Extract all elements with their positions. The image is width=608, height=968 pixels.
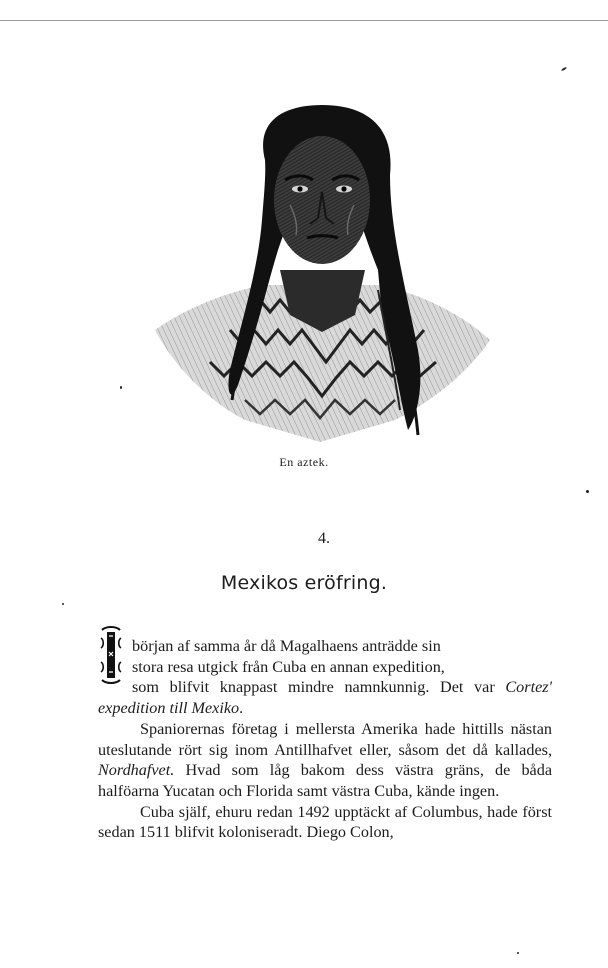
- ornamental-initial-icon: [98, 626, 124, 684]
- print-speck: [561, 67, 567, 72]
- italic-text: expedition till Mexiko: [98, 699, 240, 718]
- italic-text: Cortez': [505, 678, 553, 697]
- chapter-title: Mexikos eröfring.: [220, 572, 388, 594]
- text-run: Cuba själf, ehuru redan 1492 upptäckt af Columbus, hade först sedan 1511 blifvit koloniseradt. Diego Colon,: [98, 802, 552, 842]
- print-speck: [517, 952, 519, 954]
- portrait-illustration: [150, 100, 495, 445]
- body-text: [98, 636, 552, 843]
- punctuation: .: [239, 699, 244, 718]
- paragraph-3: [98, 802, 552, 843]
- drop-cap: [98, 626, 124, 684]
- print-speck: [120, 386, 122, 389]
- paragraph-1: [98, 636, 552, 719]
- line: stora resa utgick från Cuba en annan expedition,: [132, 657, 445, 676]
- chapter-number: 4.: [318, 530, 330, 547]
- top-rule: [0, 20, 608, 21]
- italic-text: Nordhafvet.: [98, 761, 175, 780]
- print-speck: [62, 603, 64, 605]
- paragraph-2: [98, 719, 552, 802]
- text-run: Spaniorernas företag i mellersta Amerika hade hittills nästan uteslutande rört sig inom Antillhafvet eller, såsom det då kallades,: [98, 719, 552, 759]
- text-run: Hvad som låg bakom dess västra gräns, de båda halföarna Yucatan och Florida samt västra Cuba, kände ingen.: [98, 761, 553, 800]
- line: början af samma år då Magalhaens anträdde sin: [132, 637, 441, 655]
- illustration-caption: En aztek.: [279, 455, 329, 469]
- line: som blifvit knappast mindre namnkunnig. Det var: [132, 678, 495, 697]
- print-speck: [586, 490, 589, 493]
